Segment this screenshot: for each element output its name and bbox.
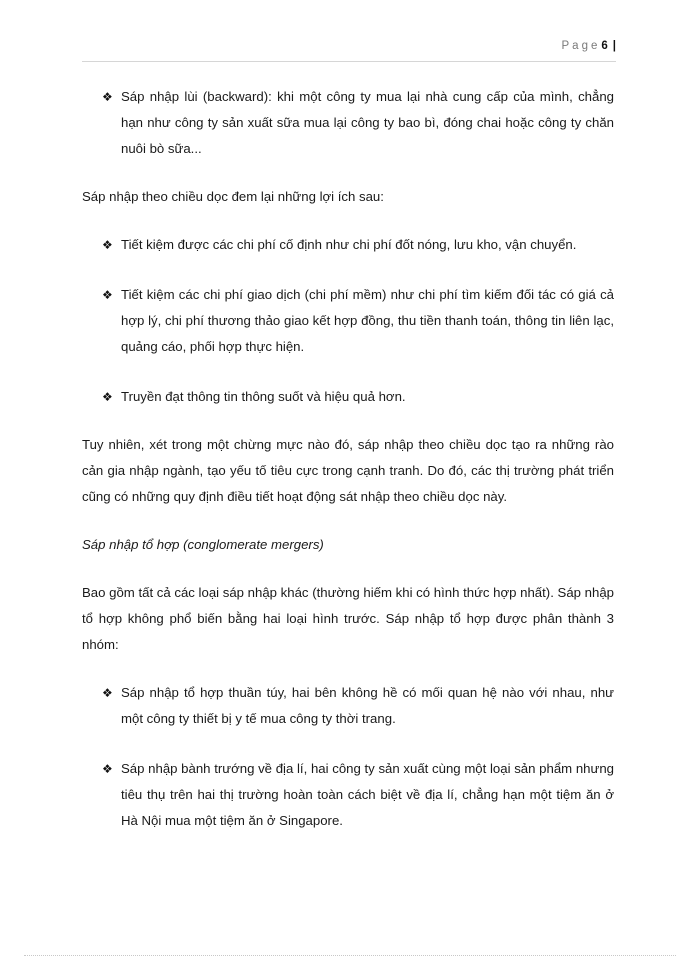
header-separator: | [612, 40, 616, 52]
bullet-text: Sáp nhập bành trướng về địa lí, hai công ty sản xuất cùng một loại sản phẩm nhưng tiêu thụ trên hai thị trường hoàn toàn cách biệt về địa lí, chẳng hạn một tiệm ăn ở Hà Nội mua một tiệm ăn ở Singapore. [121, 761, 614, 828]
header-divider [82, 61, 616, 62]
paragraph: Bao gồm tất cả các loại sáp nhập khác (thường hiếm khi có hình thức hợp nhất). Sáp nhập tổ hợp không phổ biến bằng hai loại hình trước. Sáp nhập tổ hợp được phân thành 3 nhóm: [82, 585, 614, 652]
diamond-star-bullet-icon: ❖ [102, 390, 113, 404]
paragraph: Tuy nhiên, xét trong một chừng mực nào đó, sáp nhập theo chiều dọc tạo ra những rào cản gia nhập ngành, tạo yếu tố tiêu cực trong cạnh tranh. Do đó, các thị trường phát triển cũng có những quy định điều tiết hoạt động sát nhập theo chiều dọc này. [82, 437, 614, 504]
diamond-star-bullet-icon: ❖ [102, 90, 113, 104]
bullet-text: Sáp nhập tổ hợp thuần túy, hai bên không hề có mối quan hệ nào với nhau, như một công ty thiết bị y tế mua công ty thời trang. [121, 685, 614, 726]
bullet-item [82, 384, 614, 410]
footer-divider [24, 955, 676, 956]
bullet-item [82, 84, 614, 162]
bullet-text: Tiết kiệm được các chi phí cố định như chi phí đốt nóng, lưu kho, vận chuyển. [121, 237, 577, 252]
bullet-text: Truyền đạt thông tin thông suốt và hiệu quả hơn. [121, 389, 406, 404]
document-body [82, 84, 614, 834]
diamond-star-bullet-icon: ❖ [102, 762, 113, 776]
diamond-star-bullet-icon: ❖ [102, 686, 113, 700]
page-number: 6 [601, 40, 608, 52]
paragraph: Sáp nhập theo chiều dọc đem lại những lợi ích sau: [82, 189, 384, 204]
page-label: Page [561, 40, 601, 52]
section-heading: Sáp nhập tổ hợp (conglomerate mergers) [82, 537, 324, 552]
bullet-text: Tiết kiệm các chi phí giao dịch (chi phí mềm) như chi phí tìm kiếm đối tác có giá cả hợp lý, chi phí thương thảo giao kết hợp đồng, thu tiền thanh toán, thông tin liên lạc, quảng cáo, phối hợp thực hiện. [121, 287, 614, 354]
bullet-item [82, 756, 614, 834]
diamond-star-bullet-icon: ❖ [102, 238, 113, 252]
bullet-item [82, 232, 614, 258]
bullet-text: Sáp nhập lùi (backward): khi một công ty mua lại nhà cung cấp của mình, chẳng hạn như công ty sản xuất sữa mua lại công ty bao bì, đóng chai hoặc công ty chăn nuôi bò sữa... [121, 89, 614, 156]
page-header [562, 40, 616, 52]
bullet-item [82, 680, 614, 732]
diamond-star-bullet-icon: ❖ [102, 288, 113, 302]
bullet-item [82, 282, 614, 360]
